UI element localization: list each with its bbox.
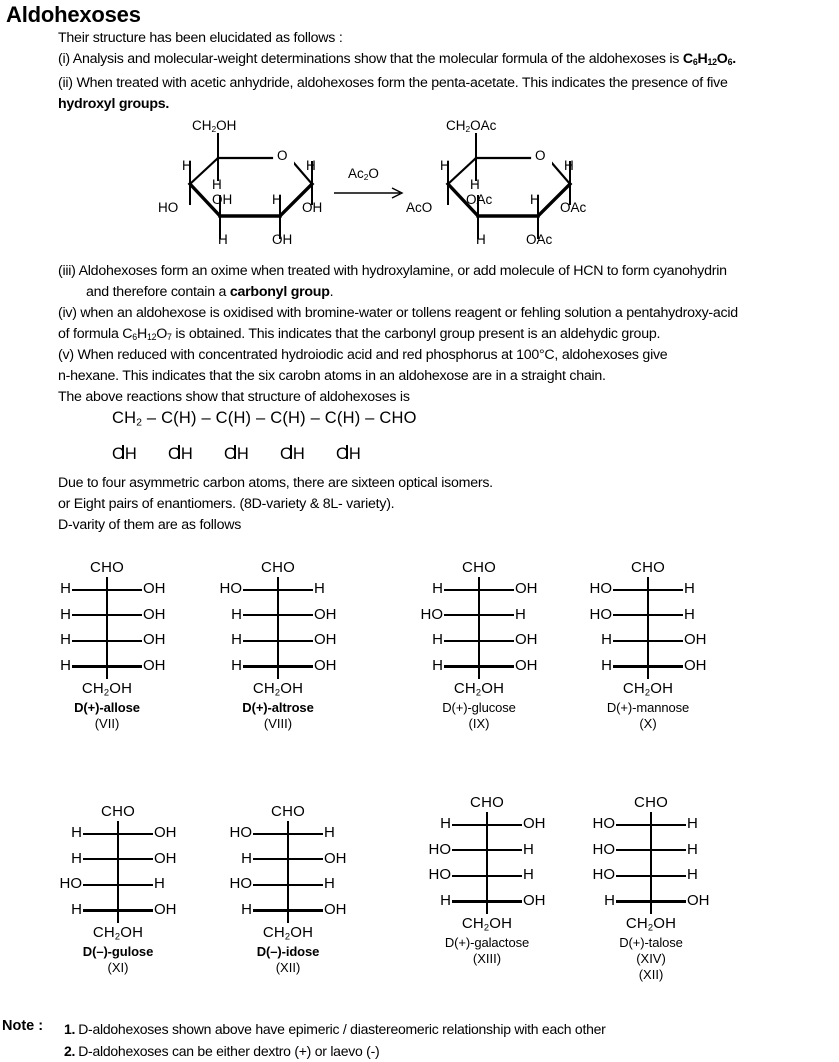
fischer-bond: [83, 909, 153, 911]
fischer-bond: [452, 849, 522, 851]
fischer-right-2: OH: [154, 849, 177, 867]
fischer-row-1: [412, 812, 562, 838]
haworth-right-oac-c2: OAc: [526, 232, 553, 247]
haworth-right-ch2oac: $CH_2OAc$: [446, 118, 497, 135]
fischer-rows: [576, 812, 726, 914]
body-line-iv-2-pre: of formula: [58, 326, 123, 342]
fischer-row-4: [404, 654, 554, 680]
fischer-left-2: HO: [428, 840, 451, 858]
fischer-right-4: OH: [143, 656, 166, 674]
haworth-left-oh-c3: OH: [212, 192, 233, 207]
chain-oh-4: OH: [280, 444, 305, 463]
fischer-caption: D(+)-allose: [74, 700, 140, 716]
fischer-left-1: HO: [229, 824, 252, 841]
fischer-caption: D(–)-gulose: [82, 944, 154, 960]
fischer-bond: [253, 909, 323, 911]
haworth-ring-right: [418, 120, 618, 250]
isomers-line-1: Due to four asymmetric carbon atoms, there are sixteen optical isomers.: [58, 475, 493, 491]
fischer-right-4: OH: [687, 891, 710, 909]
fischer-top-cho: CHO: [271, 803, 305, 820]
fischer-bond: [444, 665, 514, 667]
fischer-roman-numeral: (VII): [94, 716, 120, 732]
fischer-row-2: [43, 847, 193, 873]
fischer-right-1: OH: [154, 824, 177, 841]
chain-oh-2: OH: [168, 444, 193, 463]
fischer-left-3: H: [231, 631, 242, 649]
fischer-caption: D(+)-glucose: [442, 700, 516, 716]
isomers-line-3: D-varity of them are as follows: [58, 517, 242, 533]
haworth-right-oac-c1: OAc: [560, 200, 587, 215]
fischer-row-3: [404, 628, 554, 654]
body-line-iii-2-pre: and therefore contain a: [86, 284, 230, 300]
fischer-right-1: OH: [143, 580, 166, 597]
fischer-row-4: [32, 654, 182, 680]
haworth-right-oac-c3: OAc: [466, 192, 493, 207]
fischer-left-1: HO: [219, 580, 242, 597]
fischer-right-3: OH: [515, 631, 538, 649]
fischer-caption: D(–)-idose: [256, 944, 320, 960]
fischer-row-3: [412, 863, 562, 889]
note-item-2: [64, 1040, 606, 1062]
fischer-right-4: OH: [154, 900, 177, 918]
fischer-caption: D(+)-talose: [619, 935, 683, 951]
haworth-left-h-c4-down: H: [212, 177, 222, 192]
fischer-bottom-ch2oh: $CH_2OH$: [461, 915, 513, 933]
fischer-left-3: HO: [229, 875, 252, 893]
fischer-right-2: OH: [143, 605, 166, 623]
fischer-left-1: H: [60, 580, 71, 597]
fischer-top-cho: CHO: [631, 559, 665, 576]
fischer-projection-talose: [576, 793, 726, 983]
fischer-row-1: [573, 577, 723, 603]
fischer-right-4: OH: [523, 891, 546, 909]
open-chain-formula: [112, 409, 417, 467]
fischer-row-4: [213, 898, 363, 924]
fischer-bond: [243, 614, 313, 616]
fischer-row-2: [213, 847, 363, 873]
fischer-row-4: [576, 889, 726, 915]
fischer-bond: [253, 858, 323, 860]
haworth-right-h-c4-down: H: [470, 177, 480, 192]
fischer-bond: [83, 884, 153, 886]
body-line-summary: The above reactions show that structure of aldohexoses is: [58, 389, 410, 405]
fischer-left-1: HO: [592, 815, 615, 832]
fischer-left-1: HO: [589, 580, 612, 597]
fischer-roman-numeral: (XI): [107, 960, 129, 976]
intro-line-2: (ii) When treated with acetic anhydride, aldohexoses form the penta-acetate. This indicates the presence of five: [58, 75, 728, 92]
fischer-bond: [72, 614, 142, 616]
fischer-row-3: [573, 628, 723, 654]
fischer-row-3: [213, 872, 363, 898]
fischer-left-4: H: [241, 900, 252, 918]
fischer-right-4: OH: [515, 656, 538, 674]
fischer-right-2: H: [684, 605, 695, 623]
fischer-row-3: [32, 628, 182, 654]
fischer-bond: [616, 849, 686, 851]
fischer-right-3: H: [324, 875, 335, 893]
fischer-left-3: HO: [428, 866, 451, 884]
fischer-roman-numeral: (VIII): [263, 716, 293, 732]
haworth-left-oh-c1: OH: [302, 200, 323, 215]
fischer-right-1: H: [324, 824, 335, 841]
fischer-top-cho: CHO: [470, 794, 504, 811]
carbonyl-group-emphasis: carbonyl group: [229, 284, 330, 300]
note-block: [2, 1018, 606, 1062]
haworth-left-ring-oxygen: O: [277, 148, 288, 163]
fischer-left-1: H: [432, 580, 443, 597]
fischer-left-3: H: [432, 631, 443, 649]
fischer-roman-numeral: (XIV): [636, 951, 666, 967]
fischer-right-1: OH: [515, 580, 538, 597]
fischer-bond: [83, 833, 153, 835]
fischer-bond: [72, 640, 142, 642]
fischer-row-3: [203, 628, 353, 654]
fischer-bond: [444, 589, 514, 591]
haworth-left-h-c1-up: H: [306, 158, 316, 173]
haworth-ring-left: [160, 126, 360, 251]
fischer-left-4: H: [604, 891, 615, 909]
haworth-right-h-c3-down: H: [476, 232, 486, 247]
fischer-left-4: H: [432, 656, 443, 674]
fischer-rows: [32, 577, 182, 679]
fischer-right-1: OH: [523, 815, 546, 832]
fischer-row-2: [32, 603, 182, 629]
fischer-right-3: OH: [143, 631, 166, 649]
fischer-left-3: HO: [59, 875, 82, 893]
fischer-roman-numeral-alt: (XII): [638, 967, 664, 983]
fischer-bond: [613, 614, 683, 616]
open-chain-substituent-row: [112, 445, 417, 467]
haworth-left-h-c5: H: [182, 158, 192, 173]
fischer-row-2: [203, 603, 353, 629]
fischer-bond: [616, 875, 686, 877]
fischer-left-4: H: [71, 900, 82, 918]
fischer-left-4: H: [601, 656, 612, 674]
fischer-bottom-ch2oh: $CH_2OH$: [81, 680, 133, 698]
fischer-bond: [444, 614, 514, 616]
fischer-bond: [452, 875, 522, 877]
fischer-row-1: [32, 577, 182, 603]
body-line-iii-1: (iii) Aldohexoses form an oxime when treated with hydroxylamine, or add molecule of HCN to form cyanohydrin: [58, 263, 727, 279]
fischer-right-3: OH: [684, 631, 707, 649]
chain-oh-5: OH: [336, 444, 361, 463]
fischer-projection-gulose: [43, 802, 193, 976]
haworth-right-h-c2-up: H: [530, 192, 540, 207]
fischer-bond: [613, 665, 683, 667]
fischer-right-3: OH: [314, 631, 337, 649]
note-label: Note :: [2, 1018, 44, 1034]
fischer-bond: [243, 589, 313, 591]
fischer-top-cho: CHO: [101, 803, 135, 820]
reaction-arrow: [334, 166, 406, 205]
fischer-top-cho: CHO: [462, 559, 496, 576]
chain-oh-1: OH: [112, 444, 137, 463]
fischer-right-3: H: [687, 866, 698, 884]
open-chain-backbone: $CH_2 - C(H) - C(H) - C(H) - C(H)$ – CHO: [112, 409, 417, 429]
haworth-right-h-c1-up: H: [564, 158, 574, 173]
fischer-right-4: OH: [314, 656, 337, 674]
fischer-caption: D(+)-mannose: [606, 700, 690, 716]
fischer-left-3: HO: [592, 866, 615, 884]
fischer-roman-numeral: (XII): [275, 960, 301, 976]
fischer-row-1: [404, 577, 554, 603]
fischer-bond: [613, 589, 683, 591]
fischer-row-1: [43, 821, 193, 847]
isomers-line-2: or Eight pairs of enantiomers. (8D-variety & 8L- variety).: [58, 496, 395, 512]
fischer-left-4: H: [231, 656, 242, 674]
haworth-structure-glucose: [158, 118, 360, 251]
intro-block: [58, 28, 833, 115]
haworth-right-ring-oxygen: O: [535, 148, 546, 163]
note-item-1: [64, 1018, 606, 1040]
fischer-rows: [213, 821, 363, 923]
fischer-bond: [243, 640, 313, 642]
fischer-bottom-ch2oh: $CH_2OH$: [262, 924, 314, 942]
fischer-right-4: OH: [684, 656, 707, 674]
fischer-caption: D(+)-altrose: [242, 700, 314, 716]
haworth-left-ch2oh: $CH_2OH$: [192, 118, 237, 135]
fischer-left-2: H: [71, 849, 82, 867]
fischer-rows: [43, 821, 193, 923]
note-item-2-text: D-aldohexoses can be either dextro (+) or laevo (-): [78, 1043, 380, 1059]
fischer-left-1: H: [71, 824, 82, 841]
note-item-1-number: 1.: [64, 1021, 76, 1037]
fischer-projection-idose: [213, 802, 363, 976]
fischer-caption: D(+)-galactose: [444, 935, 530, 951]
fischer-bottom-ch2oh: $CH_2OH$: [622, 680, 674, 698]
body-line-v-1: (v) When reduced with concentrated hydroiodic acid and red phosphorus at 100°C, aldohexoses give: [58, 347, 668, 363]
haworth-left-ho-c4: HO: [158, 200, 179, 215]
fischer-right-1: H: [684, 580, 695, 597]
fischer-left-2: HO: [589, 605, 612, 623]
fischer-row-1: [213, 821, 363, 847]
fischer-left-2: HO: [592, 840, 615, 858]
fischer-projection-galactose: [412, 793, 562, 967]
fischer-top-cho: CHO: [261, 559, 295, 576]
fischer-right-2: OH: [324, 849, 347, 867]
fischer-row-2: [412, 838, 562, 864]
fischer-right-1: H: [314, 580, 325, 597]
fischer-roman-numeral: (XIII): [472, 951, 502, 967]
fischer-right-2: OH: [314, 605, 337, 623]
intro-line-0: Their structure has been elucidated as follows :: [58, 30, 343, 46]
intro-line-1: [58, 49, 833, 73]
fischer-top-cho: CHO: [634, 794, 668, 811]
page-title: Aldohexoses: [6, 2, 141, 27]
fischer-row-3: [43, 872, 193, 898]
intro-line-1-text: (i) Analysis and molecular-weight determinations show that the molecular formula of the aldohexoses is: [58, 51, 683, 67]
haworth-structure-penta-acetate: [406, 118, 618, 250]
fischer-bond: [616, 824, 686, 826]
intro-line-3-hydroxyl-groups: hydroxyl groups.: [58, 96, 170, 113]
fischer-rows: [412, 812, 562, 914]
fischer-row-2: [573, 603, 723, 629]
fischer-bond: [243, 665, 313, 667]
chain-oh-3: OH: [224, 444, 249, 463]
fischer-bond: [72, 589, 142, 591]
fischer-row-3: [576, 863, 726, 889]
fischer-bottom-ch2oh: $CH_2OH$: [625, 915, 677, 933]
body-block-iii: [58, 261, 838, 303]
fischer-bond: [253, 884, 323, 886]
molecular-formula-c6h12o7: $C_6H_{12}O_7$: [122, 326, 172, 343]
fischer-rows: [203, 577, 353, 679]
fischer-bond: [613, 640, 683, 642]
fischer-bottom-ch2oh: $CH_2OH$: [92, 924, 144, 942]
fischer-bottom-ch2oh: $CH_2OH$: [453, 680, 505, 698]
fischer-row-1: [576, 812, 726, 838]
fischer-top-cho: CHO: [90, 559, 124, 576]
fischer-right-3: H: [154, 875, 165, 893]
fischer-bond: [452, 824, 522, 826]
body-line-iv-1: (iv) when an aldohexose is oxidised with bromine-water or tollens reagent or fehling solution a pentahydroxy-acid: [58, 305, 738, 321]
haworth-right-h-c5: H: [440, 158, 450, 173]
fischer-right-2: H: [523, 840, 534, 858]
fischer-right-3: H: [523, 866, 534, 884]
fischer-bond: [452, 900, 522, 902]
fischer-left-2: HO: [420, 605, 443, 623]
molecular-formula-c6h12o6: $C_6H_{12}O_6$.: [682, 51, 736, 68]
fischer-row-1: [203, 577, 353, 603]
arrow-icon: [334, 186, 406, 200]
fischer-bond: [253, 833, 323, 835]
fischer-bond: [83, 858, 153, 860]
fischer-rows: [404, 577, 554, 679]
fischer-right-1: H: [687, 815, 698, 832]
fischer-left-2: H: [241, 849, 252, 867]
fischer-bottom-ch2oh: $CH_2OH$: [252, 680, 304, 698]
fischer-projection-mannose: [573, 558, 723, 732]
fischer-roman-numeral: (X): [639, 716, 657, 732]
fischer-row-2: [576, 838, 726, 864]
fischer-projection-altrose: [203, 558, 353, 732]
fischer-projection-glucose: [404, 558, 554, 732]
haworth-right-aco-c4: AcO: [406, 200, 433, 215]
body-line-iii-2: [58, 282, 838, 303]
body-line-iv-2-post: is obtained. This indicates that the carbonyl group present is an aldehydic group.: [171, 326, 661, 342]
fischer-left-4: H: [440, 891, 451, 909]
fischer-bond: [72, 665, 142, 667]
haworth-left-oh-c2: OH: [272, 232, 293, 247]
fischer-bond: [444, 640, 514, 642]
haworth-left-h-c2-up: H: [272, 192, 282, 207]
haworth-left-h-c3-down: H: [218, 232, 228, 247]
fischer-bond: [616, 900, 686, 902]
body-line-v-2: n-hexane. This indicates that the six carobn atoms in an aldohexose are in a straight chain.: [58, 368, 606, 384]
fischer-row-4: [573, 654, 723, 680]
fischer-left-3: H: [601, 631, 612, 649]
fischer-right-4: OH: [324, 900, 347, 918]
isomers-text-block: [58, 473, 658, 536]
note-item-2-number: 2.: [64, 1043, 76, 1059]
fischer-projection-allose: [32, 558, 182, 732]
fischer-row-4: [203, 654, 353, 680]
fischer-rows: [573, 577, 723, 679]
body-line-iii-2-post: .: [329, 284, 334, 300]
fischer-left-2: H: [231, 605, 242, 623]
fischer-right-2: H: [515, 605, 526, 623]
reagent-label-ac2o: $Ac_2O$: [348, 166, 379, 183]
fischer-row-4: [43, 898, 193, 924]
fischer-left-3: H: [60, 631, 71, 649]
body-block-iv: [58, 303, 838, 348]
fischer-left-4: H: [60, 656, 71, 674]
fischer-roman-numeral: (IX): [468, 716, 490, 732]
fischer-left-2: H: [60, 605, 71, 623]
fischer-right-2: H: [687, 840, 698, 858]
note-item-1-text: D-aldohexoses shown above have epimeric / diastereomeric relationship with each other: [78, 1021, 606, 1037]
fischer-row-4: [412, 889, 562, 915]
fischer-left-1: H: [440, 815, 451, 832]
fischer-row-2: [404, 603, 554, 629]
